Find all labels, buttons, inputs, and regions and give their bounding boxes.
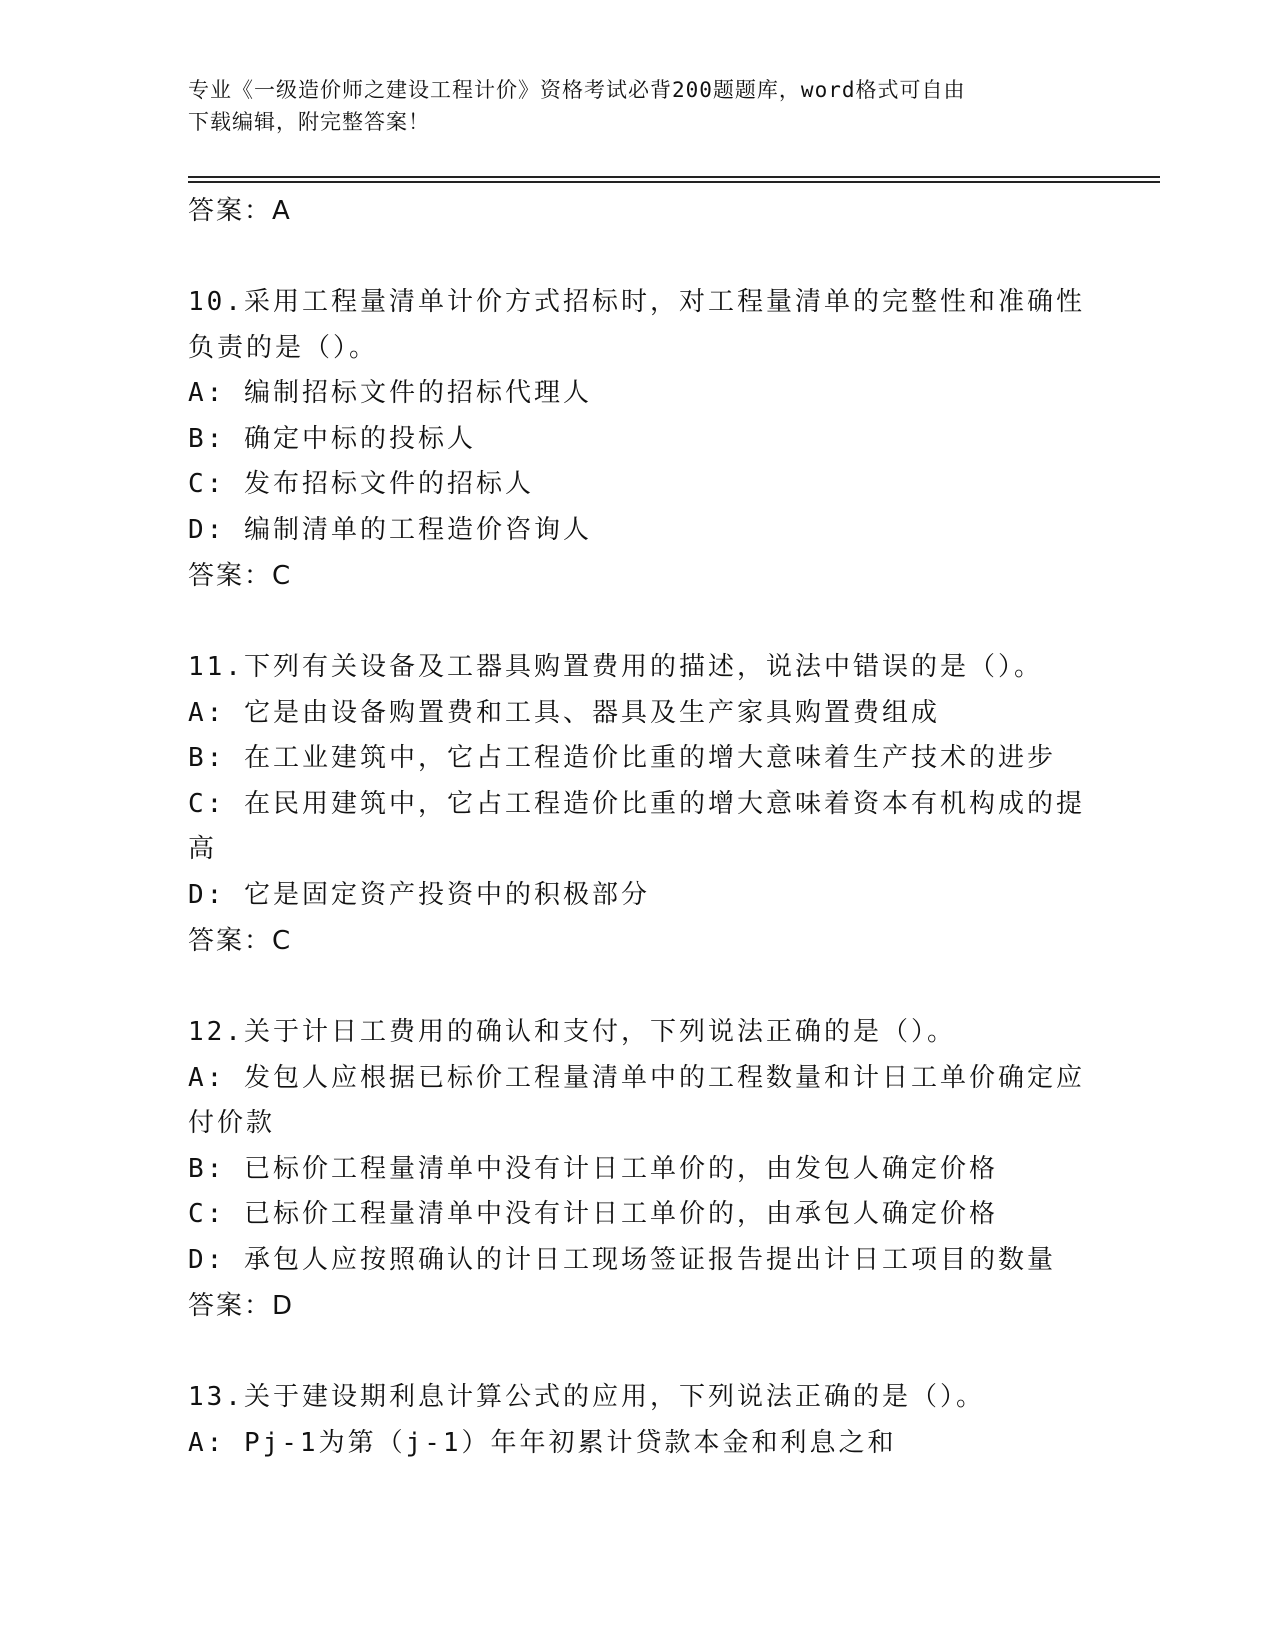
- spacer: [188, 599, 1088, 645]
- option-d: D: 承包人应按照确认的计日工现场签证报告提出计日工项目的数量: [188, 1244, 1056, 1275]
- question-stem: 10.采用工程量清单计价方式招标时，对工程量清单的完整性和准确性: [188, 287, 1085, 317]
- header-rule-bottom: [188, 181, 1160, 183]
- question-11: [188, 645, 1088, 964]
- header-line-1: 专业《一级造价师之建设工程计价》资格考试必背200题题库，word格式可自由: [188, 78, 966, 102]
- option-c: C: 在民用建筑中，它占工程造价比重的增大意味着资本有机构成的提: [188, 788, 1085, 819]
- answer-line: 答案：A: [188, 196, 292, 226]
- answer-line: 答案：C: [188, 561, 293, 591]
- option-a: A: 发包人应根据已标价工程量清单中的工程数量和计日工单价确定应: [188, 1062, 1085, 1093]
- answer-line: 答案：D: [188, 1291, 295, 1321]
- question-stem: 11.下列有关设备及工器具购置费用的描述，说法中错误的是（）。: [188, 652, 1043, 682]
- option-d: D: 它是固定资产投资中的积极部分: [188, 879, 650, 910]
- option-a: A: Pj-1为第（j-1）年年初累计贷款本金和利息之和: [188, 1427, 897, 1458]
- option-c-cont: 高: [188, 834, 218, 864]
- option-d: D: 编制清单的工程造价咨询人: [188, 514, 592, 545]
- question-list: [188, 188, 1088, 1466]
- answer-line: 答案：C: [188, 926, 293, 956]
- spacer: [188, 964, 1088, 1010]
- option-c: C: 已标价工程量清单中没有计日工单价的，由承包人确定价格: [188, 1199, 998, 1229]
- header-rule-top: [188, 176, 1160, 178]
- document-header: [188, 74, 1068, 138]
- option-c: C: 发布招标文件的招标人: [188, 469, 534, 499]
- question-stem: 13.关于建设期利息计算公式的应用，下列说法正确的是（）。: [188, 1382, 985, 1412]
- question-10: [188, 280, 1088, 599]
- option-a-cont: 付价款: [188, 1108, 276, 1138]
- header-line-2: 下载编辑，附完整答案！: [188, 110, 430, 134]
- question-stem: 12.关于计日工费用的确认和支付，下列说法正确的是（）。: [188, 1017, 956, 1047]
- option-b: B: 在工业建筑中，它占工程造价比重的增大意味着生产技术的进步: [188, 743, 1056, 773]
- spacer: [188, 1329, 1088, 1375]
- question-13: [188, 1375, 1088, 1466]
- option-a: A: 编制招标文件的招标代理人: [188, 378, 592, 408]
- option-a: A: 它是由设备购置费和工具、器具及生产家具购置费组成: [188, 697, 940, 728]
- question-12: [188, 1010, 1088, 1329]
- option-b: B: 已标价工程量清单中没有计日工单价的，由发包人确定价格: [188, 1153, 998, 1184]
- option-b: B: 确定中标的投标人: [188, 423, 476, 454]
- spacer: [188, 234, 1088, 280]
- question-stem-cont: 负责的是（）。: [188, 332, 379, 363]
